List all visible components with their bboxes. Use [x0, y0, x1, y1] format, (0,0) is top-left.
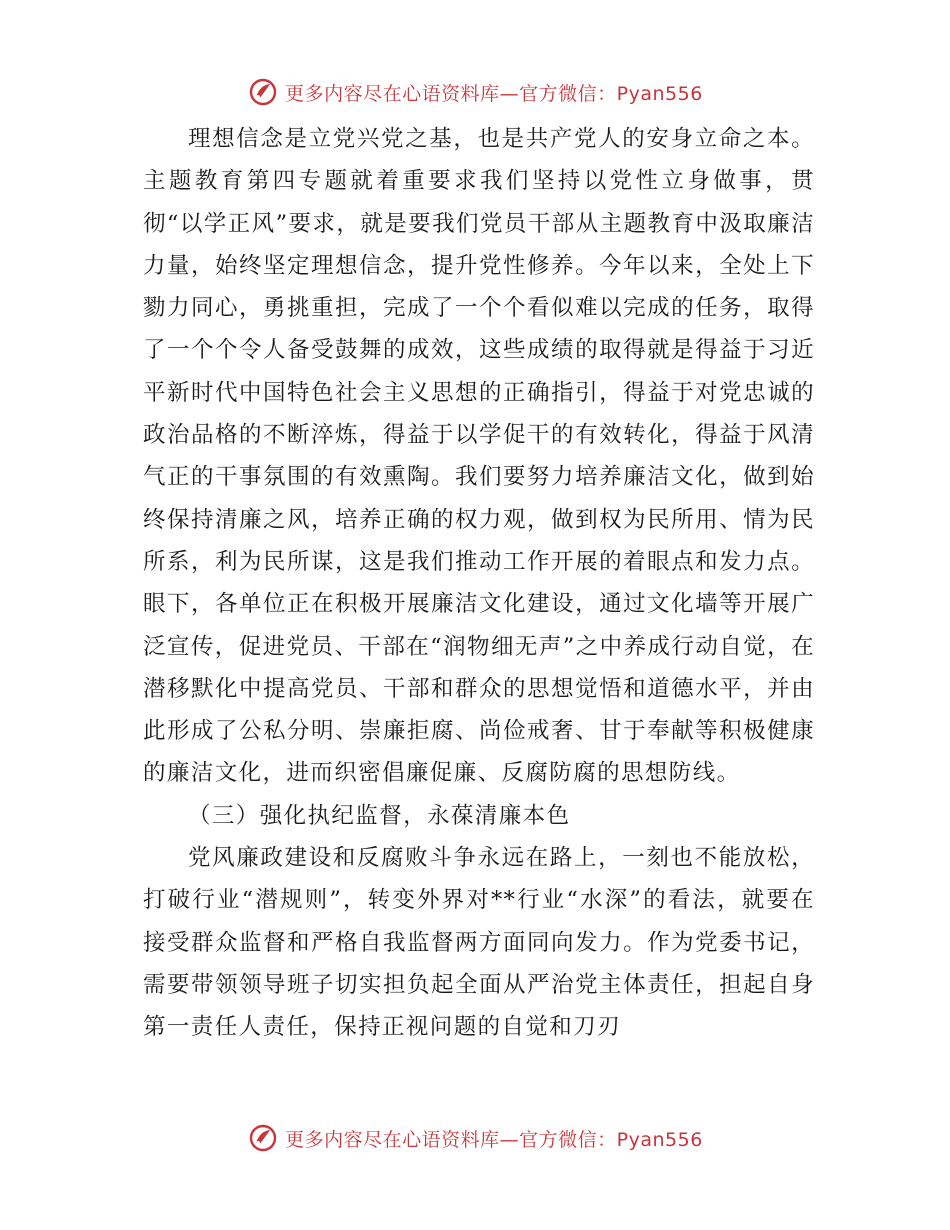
body-paragraph: 理想信念是立党兴党之基，也是共产党人的安身立命之本。主题教育第四专题就着重要求我们坚持以党性立身做事，贯彻“以学正风”要求，就是要我们党员干部从主题教育中汲取廉洁力量，始终坚定理想信念，提升党性修养。今年以来，全处上下勠力同心，勇挑重担，完成了一个个看似难以完成的任务，取得了一个个令人备受鼓舞的成效，这些成绩的取得就是得益于习近平新时代中国特色社会主义思想的正确指引，得益于对党忠诚的政治品格的不断淬炼，得益于以学促干的有效转化，得益于风清气正的干事氛围的有效熏陶。我们要努力培养廉洁文化，做到始终保持清廉之风，培养正确的权力观，做到权为民所用、情为民所系，利为民所谋，这是我们推动工作开展的着眼点和发力点。眼下，各单位正在积极开展廉洁文化建设，通过文化墙等开展广泛宣传，促进党员、干部在“润物细无声”之中养成行动自觉，在潜移默化中提高党员、干部和群众的思想觉悟和道德水平，并由此形成了公私分明、崇廉拒腐、尚俭戒奢、甘于奉献等积极健康的廉洁文化，进而织密倡廉促廉、反腐防腐的思想防线。	[143, 126, 815, 787]
footer-watermark-banner	[0, 1118, 950, 1158]
watermark-text: 更多内容尽在心语资料库—官方微信：Pyan556	[285, 1128, 703, 1151]
pen-swirl-logo-icon	[247, 1122, 279, 1154]
document-body	[143, 118, 815, 1049]
header-watermark-banner	[0, 72, 950, 112]
watermark-text: 更多内容尽在心语资料库—官方微信：Pyan556	[285, 82, 703, 105]
pen-swirl-logo-icon	[247, 76, 279, 108]
section-heading: （三）强化执纪监督，永葆清廉本色	[188, 802, 571, 829]
body-paragraph: 党风廉政建设和反腐败斗争永远在路上，一刻也不能放松，打破行业“潜规则”，转变外界对**行业“水深”的看法，就要在接受群众监督和严格自我监督两方面同向发力。作为党委书记，需要带领领导班子切实担负起全面从严治党主体责任，担起自身第一责任人责任，保持正视问题的自觉和刀刃	[143, 845, 815, 1041]
